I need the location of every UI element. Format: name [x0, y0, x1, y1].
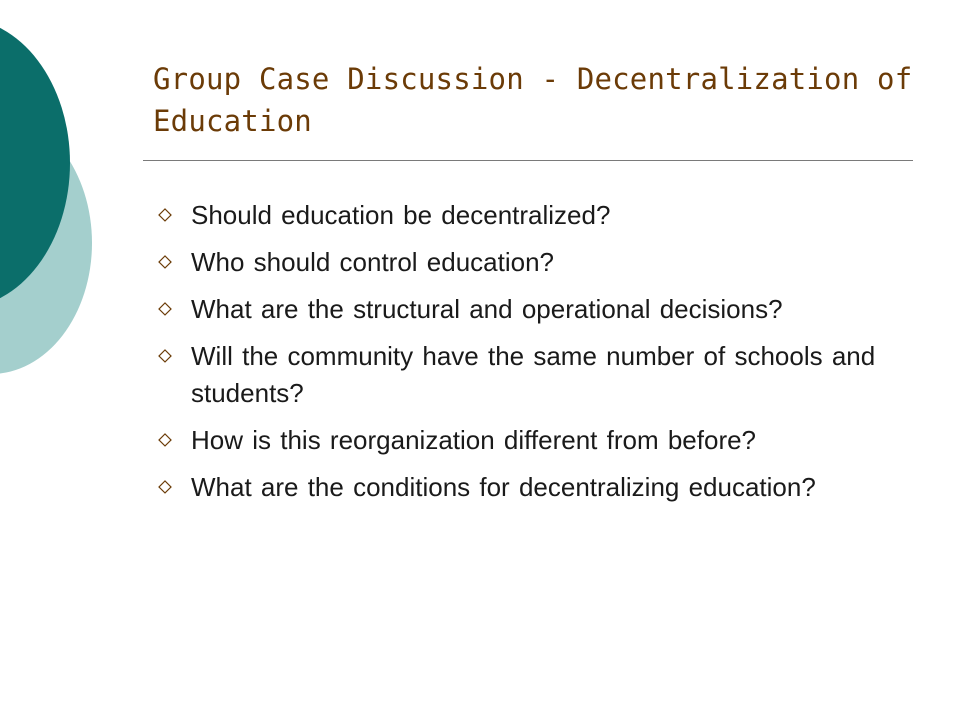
bullet-text: Should education be decentralized? [191, 200, 611, 230]
hollow-square-bullet-icon [158, 302, 172, 316]
slide-title: Group Case Discussion - Decentralization of Education [153, 62, 913, 138]
bullet-text: Will the community have the same number of schools and students? [191, 341, 876, 408]
bullet-item [158, 422, 918, 459]
title-divider [143, 160, 913, 161]
bullet-item [158, 197, 918, 234]
hollow-square-bullet-icon [158, 208, 172, 222]
hollow-square-bullet-icon [158, 349, 172, 363]
hollow-square-bullet-icon [158, 433, 172, 447]
bullet-item [158, 338, 918, 412]
hollow-square-bullet-icon [158, 480, 172, 494]
hollow-square-bullet-icon [158, 255, 172, 269]
bullet-text: Who should control education? [191, 247, 555, 277]
bullet-text: What are the conditions for decentralizing education? [191, 472, 816, 502]
bullet-item [158, 291, 918, 328]
bullet-text: How is this reorganization different from before? [191, 425, 757, 455]
bullet-text: What are the structural and operational decisions? [191, 294, 783, 324]
bullet-item [158, 244, 918, 281]
bullet-list [158, 197, 918, 516]
bullet-item [158, 469, 918, 506]
